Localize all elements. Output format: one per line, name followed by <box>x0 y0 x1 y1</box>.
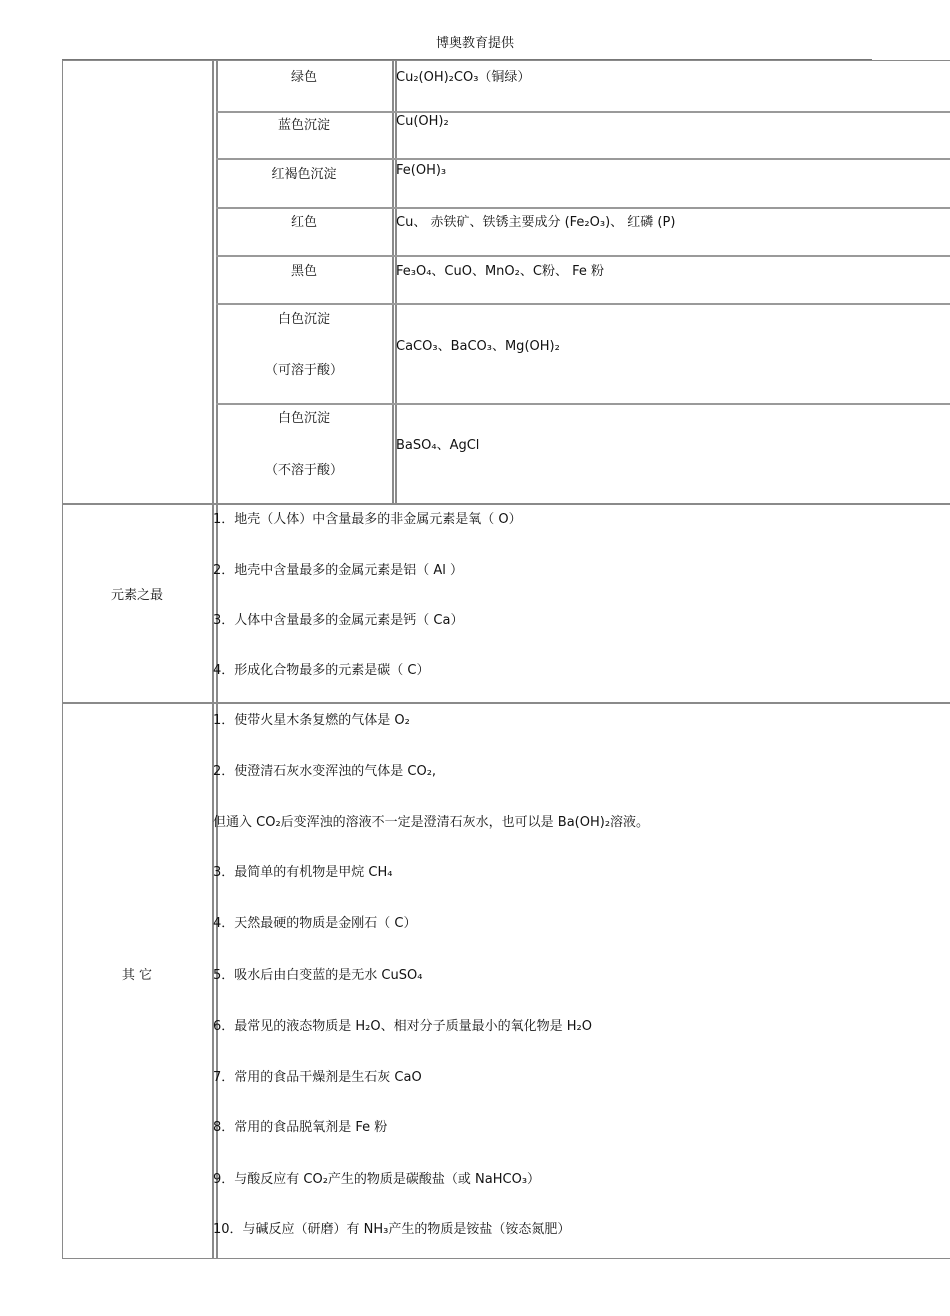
color-formula: Fe(OH)₃ <box>396 163 447 178</box>
list-item: 4．形成化合物最多的元素是碳（ C） <box>213 663 430 678</box>
colors-section <box>62 60 950 504</box>
row-divider <box>216 207 950 209</box>
list-item: 6．最常见的液态物质是 H₂O、相对分子质量最小的氧化物是 H₂O <box>213 1019 592 1034</box>
row-divider <box>216 158 950 160</box>
list-item: 2．地壳中含量最多的金属元素是铝（ Al ） <box>213 563 464 578</box>
others-title: 其 它 <box>121 968 153 983</box>
color-label: 黑色 <box>290 264 317 279</box>
list-item: 5．吸水后由白变蓝的是无水 CuSO₄ <box>213 968 423 983</box>
color-label: 蓝色沉淀 <box>277 118 330 133</box>
color-label: 红色 <box>290 215 317 230</box>
color-formula: BaSO₄、AgCl <box>396 438 480 453</box>
color-label: 白色沉淀 <box>277 312 330 327</box>
list-item: 9．与酸反应有 CO₂产生的物质是碳酸盐（或 NaHCO₃） <box>213 1172 541 1187</box>
list-item: 3．人体中含量最多的金属元素是钙（ Ca） <box>213 613 464 628</box>
row-divider <box>216 255 950 257</box>
row-divider <box>216 303 950 305</box>
row-divider <box>216 403 950 405</box>
color-formula: Cu、 赤铁矿、铁锈主要成分 (Fe₂O₃)、 红磷 (P) <box>396 215 676 230</box>
color-label: 红褐色沉淀 <box>271 167 337 182</box>
color-sublabel: （可溶于酸） <box>264 363 343 378</box>
list-item: 3．最简单的有机物是甲烷 CH₄ <box>213 865 393 880</box>
colors-category-divider <box>212 60 214 504</box>
list-item: 10．与碱反应（研磨）有 NH₃产生的物质是铵盐（铵态氮肥） <box>213 1222 571 1237</box>
color-formula: CaCO₃、BaCO₃、Mg(OH)₂ <box>396 339 560 354</box>
color-formula: Cu₂(OH)₂CO₃（铜绿） <box>396 70 531 85</box>
color-label: 白色沉淀 <box>277 411 330 426</box>
colors-value-divider <box>392 60 394 504</box>
row-divider <box>216 111 950 113</box>
color-sublabel: （不溶于酸） <box>264 463 343 478</box>
list-item: 1．使带火星木条复燃的气体是 O₂ <box>213 713 410 728</box>
list-item: 1．地壳（人体）中含量最多的非金属元素是氧（ O） <box>213 512 522 527</box>
list-item: 2．使澄清石灰水变浑浊的气体是 CO₂, <box>213 764 437 779</box>
color-formula: Cu(OH)₂ <box>396 114 449 129</box>
list-item: 但通入 CO₂后变浑浊的溶液不一定是澄清石灰水，也可以是 Ba(OH)₂溶液。 <box>213 815 650 830</box>
list-item: 4．天然最硬的物质是金刚石（ C） <box>213 916 417 931</box>
elements-section <box>62 504 950 703</box>
elements-title: 元素之最 <box>110 588 163 603</box>
color-formula: Fe₃O₄、CuO、MnO₂、C粉、 Fe 粉 <box>396 264 604 279</box>
color-label: 绿色 <box>290 70 317 85</box>
page-header: 博奥教育提供 <box>435 36 514 51</box>
list-item: 7．常用的食品干燥剂是生石灰 CaO <box>213 1070 422 1085</box>
list-item: 8．常用的食品脱氧剂是 Fe 粉 <box>213 1120 388 1135</box>
